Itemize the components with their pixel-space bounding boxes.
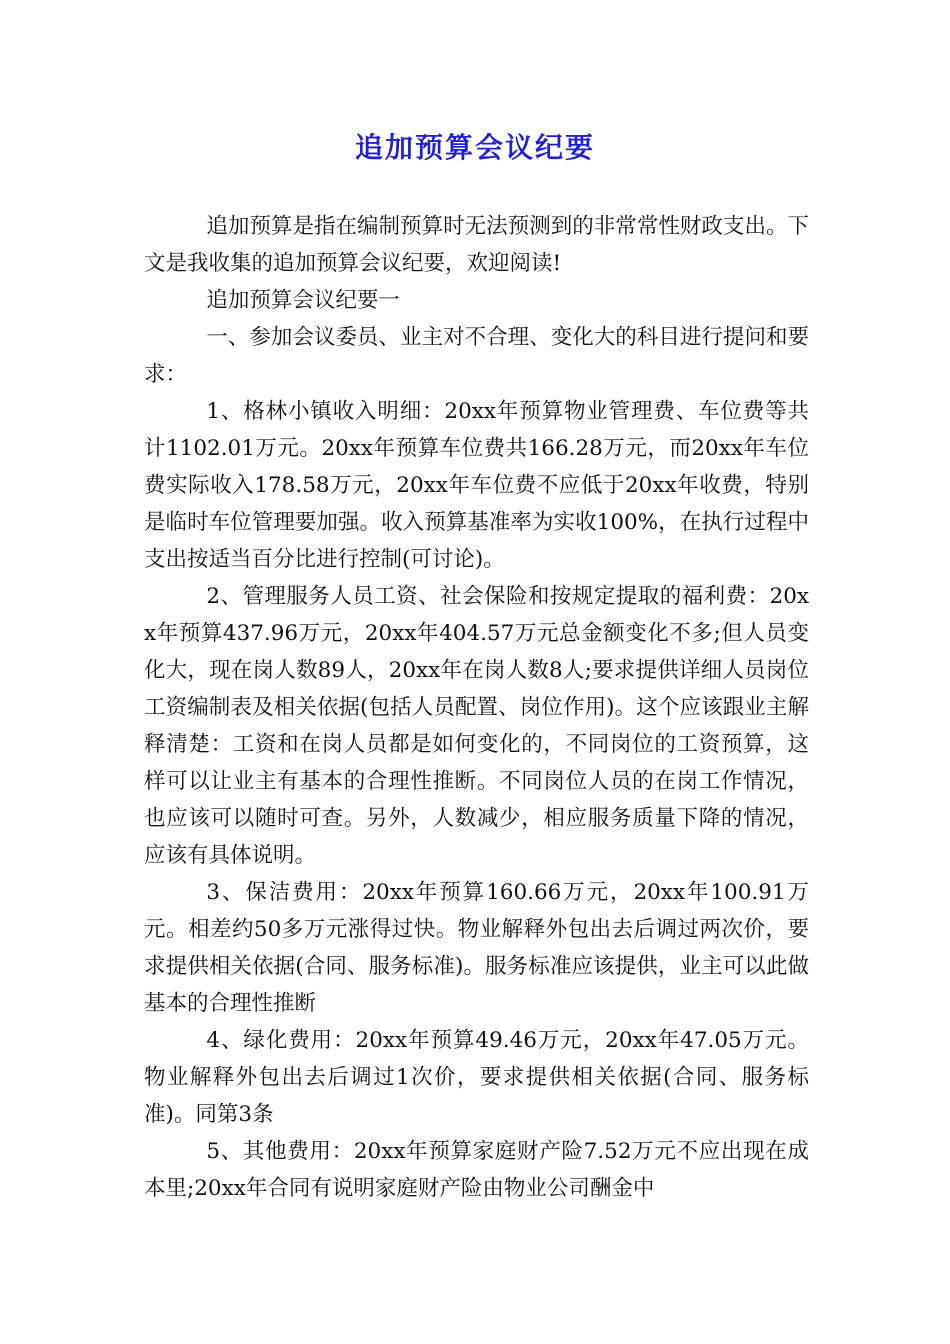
document-title: 追加预算会议纪要 <box>354 131 595 164</box>
paragraph-item-5: 5、其他费用：20xx年预算家庭财产险7.52万元不应出现在成本里;20xx年合同有说明家庭财产险由物业公司酬金中 <box>144 1139 809 1201</box>
paragraph-item-2: 2、管理服务人员工资、社会保险和按规定提取的福利费：20xx年预算437.96万元，20xx年404.57万元总金额变化不多;但人员变化大，现在岗人数89人，20xx年在岗人数8人;要求提供详细人员岗位工资编制表及相关依据(包括人员配置、岗位作用)。这个应该跟业主解释清楚：工资和在岗人员都是如何变化的，不同岗位的工资预算，这样可以让业主有基本的合理性推断。不同岗位人员的在岗工作情况，也应该可以随时可查。另外，人数减少，相应服务质量下降的情况，应该有具体说明。 <box>144 584 809 868</box>
paragraph-item-4: 4、绿化费用：20xx年预算49.46万元，20xx年47.05万元。物业解释外包出去后调过1次价，要求提供相关依据(合同、服务标准)。同第3条 <box>144 1028 809 1127</box>
paragraph-intro: 追加预算是指在编制预算时无法预测到的非常常性财政支出。下文是我收集的追加预算会议纪要，欢迎阅读! <box>144 214 809 276</box>
paragraph-item-3: 3、保洁费用：20xx年预算160.66万元，20xx年100.91万元。相差约50多万元涨得过快。物业解释外包出去后调过两次价，要求提供相关依据(合同、服务标准)。服务标准应该提供，业主可以此做基本的合理性推断 <box>144 880 809 1016</box>
document-body <box>144 208 809 1207</box>
paragraph-item-1: 1、格林小镇收入明细：20xx年预算物业管理费、车位费等共计1102.01万元。20xx年预算车位费共166.28万元，而20xx年车位费实际收入178.58万元，20xx年车位费不应低于20xx年收费，特别是临时车位管理要加强。收入预算基准率为实收100%，在执行过程中支出按适当百分比进行控制(可讨论)。 <box>144 399 809 572</box>
paragraph-heading-one: 追加预算会议纪要一 <box>206 288 400 313</box>
paragraph-section-one: 一、参加会议委员、业主对不合理、变化大的科目进行提问和要求： <box>144 325 809 387</box>
